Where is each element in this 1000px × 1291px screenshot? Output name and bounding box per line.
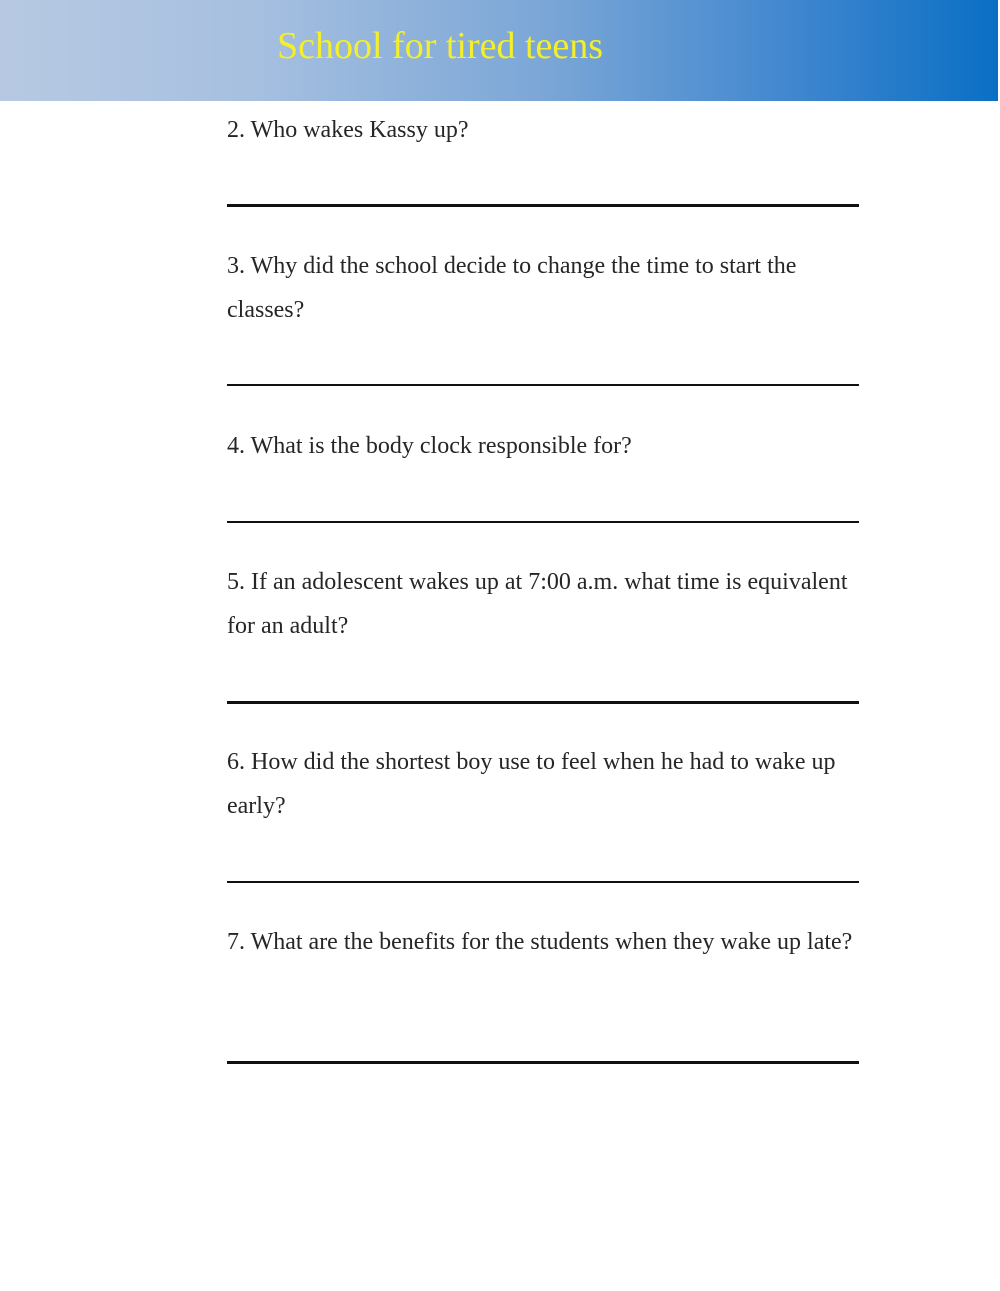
answer-line-3[interactable] <box>227 384 859 386</box>
question-6 <box>227 740 859 828</box>
answer-line-4[interactable] <box>227 521 859 523</box>
question-3 <box>227 244 859 332</box>
answer-line-5[interactable] <box>227 701 859 704</box>
question-2 <box>227 108 859 152</box>
question-7-text: 7. What are the benefits for the students when they wake up late? <box>227 929 853 955</box>
answer-line-2[interactable] <box>227 204 859 207</box>
question-2-text: 2. Who wakes Kassy up? <box>227 117 469 143</box>
question-5 <box>227 560 859 648</box>
question-3-text: 3. Why did the school decide to change the time to start the classes? <box>227 253 797 323</box>
question-4-text: 4. What is the body clock responsible for? <box>227 433 632 459</box>
question-7 <box>227 920 859 964</box>
question-6-text: 6. How did the shortest boy use to feel when he had to wake up early? <box>227 749 836 819</box>
question-4 <box>227 424 859 468</box>
page-title: School for tired teens <box>277 25 604 67</box>
question-5-text: 5. If an adolescent wakes up at 7:00 a.m. what time is equivalent for an adult? <box>227 569 848 639</box>
answer-line-7[interactable] <box>227 1061 859 1064</box>
answer-line-6[interactable] <box>227 881 859 883</box>
